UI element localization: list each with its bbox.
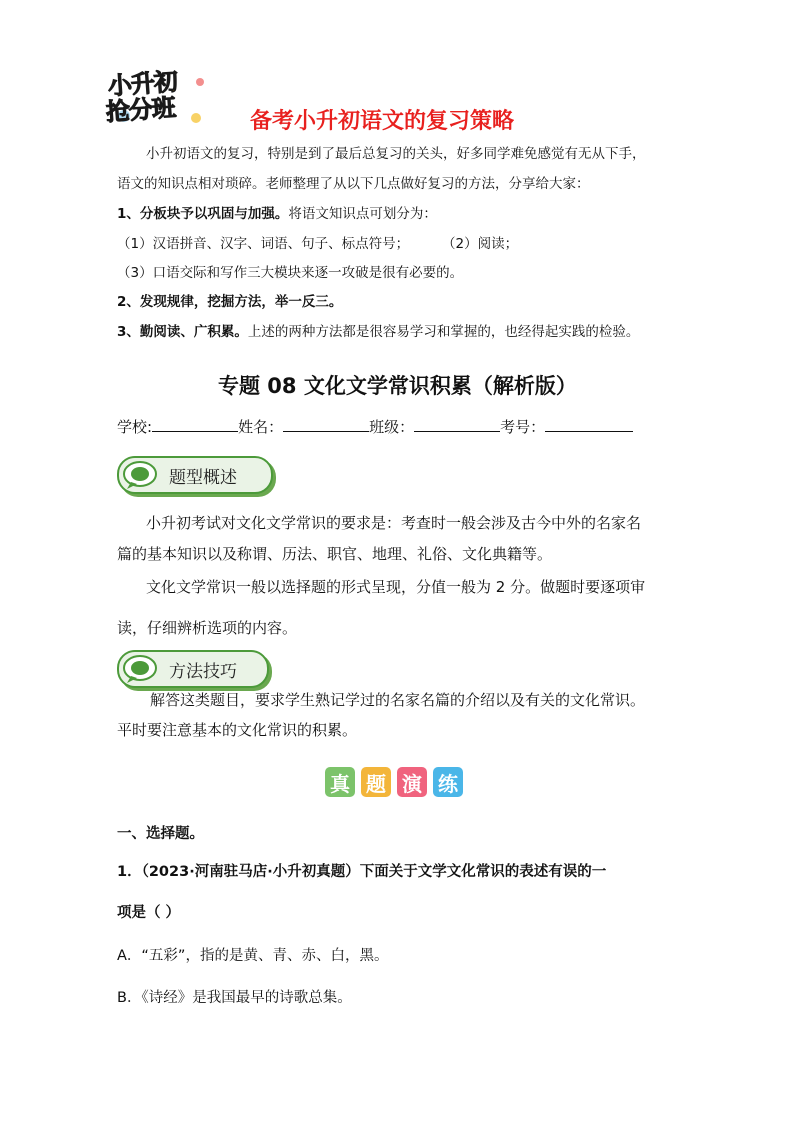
intro-sub1: （1）汉语拼音、汉字、词语、句子、标点符号；	[117, 236, 410, 252]
logo-line2: 抢分班	[105, 93, 176, 127]
practice-tile-1: 真	[325, 767, 355, 797]
logo-line1: 小升初	[107, 67, 178, 101]
practice-tile-3: 演	[397, 767, 427, 797]
method-line1: 解答这类题目，要求学生熟记学过的名家名篇的介绍以及有关的文化常识。	[150, 691, 646, 709]
intro-point1	[117, 203, 437, 225]
topic-title: 专题 08 文化文学常识积累（解析版）	[218, 374, 577, 398]
page-title: 备考小升初语文的复习策略	[250, 109, 515, 134]
practice-banner	[325, 767, 463, 797]
point3-bold: 3、勤阅读、广积累。	[117, 324, 248, 340]
overview-p2-line2: 读，仔细辨析选项的内容。	[117, 619, 298, 637]
class-blank[interactable]	[414, 417, 500, 432]
overview-p1-line2: 篇的基本知识以及称谓、历法、职官、地理、礼俗、文化典籍等。	[117, 545, 553, 563]
method-heading	[117, 650, 269, 688]
intro-sub2: （2）阅读；	[442, 236, 519, 252]
overview-p1-line1: 小升初考试对文化文学常识的要求是：考查时一般会涉及古今中外的名家名	[146, 514, 642, 532]
exam-no-blank[interactable]	[545, 417, 633, 432]
question-1-line1: 1．（2023·河南驻马店·小升初真题）下面关于文学文化常识的表述有误的一	[117, 864, 607, 880]
speech-bubble-icon	[121, 654, 159, 684]
overview-heading	[117, 456, 273, 494]
exam-no-label: 考号：	[500, 418, 546, 436]
point1-rest: 将语文知识点可划分为：	[288, 206, 437, 222]
question-1-line2: 项是（ ）	[117, 905, 181, 921]
practice-tile-4: 练	[433, 767, 463, 797]
intro-point2: 2、发现规律，挖掘方法，举一反三。	[117, 294, 343, 310]
name-label: 姓名：	[238, 418, 284, 436]
name-blank[interactable]	[283, 417, 369, 432]
overview-p2-line1: 文化文学常识一般以选择题的形式呈现，分值一般为 2 分。做题时要逐项审	[146, 578, 646, 596]
intro-point3	[117, 321, 639, 343]
school-label: 学校:	[117, 418, 153, 436]
intro-line1: 小升初语文的复习，特别是到了最后总复习的关头，好多同学难免感觉有无从下手，	[146, 146, 646, 162]
speech-bubble-icon	[121, 460, 159, 490]
method-label: 方法技巧	[169, 661, 237, 682]
intro-sub3: （3）口语交际和写作三大模块来逐一攻破是很有必要的。	[117, 265, 464, 281]
option-a[interactable]: A．“五彩”，指的是黄、青、赤、白，黑。	[117, 948, 389, 964]
question-section-heading: 一、选择题。	[117, 826, 204, 842]
intro-line2: 语文的知识点相对琐碎。老师整理了从以下几点做好复习的方法，分享给大家：	[117, 176, 590, 192]
student-info-row	[117, 416, 633, 437]
method-line2: 平时要注意基本的文化常识的积累。	[117, 721, 358, 739]
practice-tile-2: 题	[361, 767, 391, 797]
point1-bold: 1、分板块予以巩固与加强。	[117, 206, 289, 222]
option-b[interactable]: B．《诗经》是我国最早的诗歌总集。	[117, 990, 352, 1006]
school-blank[interactable]	[152, 417, 238, 432]
overview-label: 题型概述	[169, 467, 237, 488]
logo	[104, 68, 210, 130]
class-label: 班级：	[369, 418, 415, 436]
point3-rest: 上述的两种方法都是很容易学习和掌握的，也经得起实践的检验。	[247, 324, 640, 340]
